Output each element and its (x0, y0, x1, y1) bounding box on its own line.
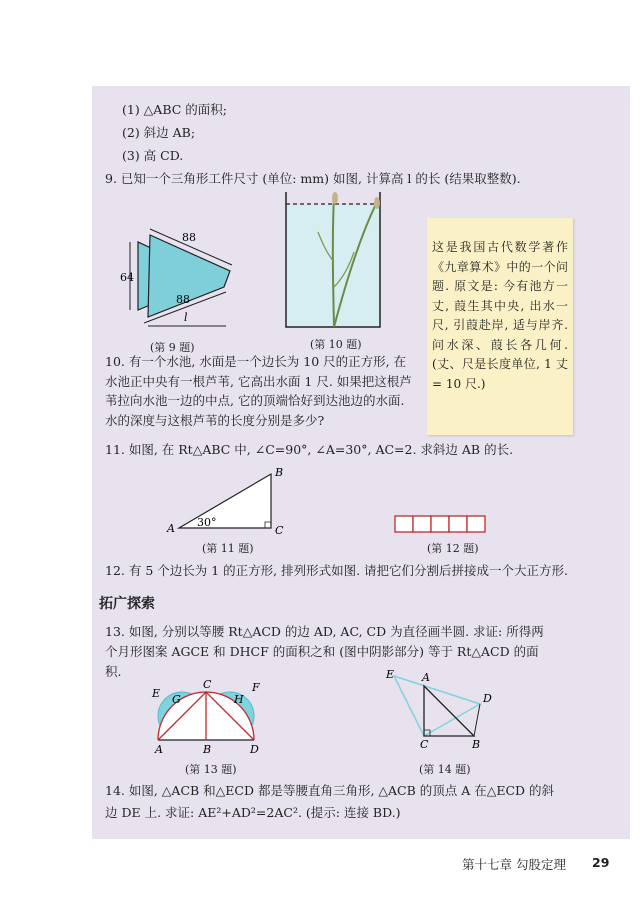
fig9-label-bottom: 88 (176, 293, 190, 306)
q12-text: 12. 有 5 个边长为 1 的正方形, 排列形式如图. 请把它们分割后拼接成一个大正方形. (105, 563, 569, 578)
fig13-label-E: E (152, 687, 161, 700)
q10-text: 10. 有一个水池, 水面是一个边长为 10 尺的正方形, 在水池正中央有一根芦苇, 它高出水面 1 尺. 如果把这根芦苇拉向水池一边的中点, 它的顶端恰好到达池边的水面. 水的深度与这根芦苇的长度分别是多少? (105, 354, 412, 428)
figure-13 (150, 675, 270, 755)
fig13-caption: (第 13 题) (185, 763, 237, 776)
footer-chapter: 第十七章 勾股定理 (462, 857, 566, 872)
figure-11 (165, 466, 285, 536)
q11-text: 11. 如图, 在 Rt△ABC 中, ∠C=90°, ∠A=30°, AC=2. 求斜边 AB 的长. (105, 442, 514, 457)
section-heading: 拓广探索 (99, 596, 155, 612)
fig11-triangle (179, 474, 271, 528)
q13-text: 13. 如图, 分别以等腰 Rt△ACD 的边 AD, AC, CD 为直径画半圆. 求证: 所得两个月形图案 AGCE 和 DHCF 的面积之和 (图中阴影部分) 等于 Rt△ACD 的面积. (105, 624, 544, 679)
fig10-caption: (第 10 题) (310, 338, 362, 351)
q8-item-3: (3) 高 CD. (122, 148, 184, 163)
fig13-label-C: C (203, 678, 212, 691)
q8-item-2: (2) 斜边 AB; (122, 125, 196, 140)
fig14-caption: (第 14 题) (419, 763, 471, 776)
fig12-square-5 (467, 516, 485, 532)
q9-text: 9. 已知一个三角形工件尺寸 (单位: mm) 如图, 计算高 l 的长 (结果取整数). (105, 171, 521, 186)
figure-9 (120, 225, 250, 335)
fig13-label-G: G (172, 693, 181, 706)
fig11-label-B: B (275, 466, 284, 479)
fig12-square-1 (395, 516, 413, 532)
fig11-caption: (第 11 题) (202, 542, 254, 555)
fig11-label-C: C (275, 524, 284, 537)
fig13-label-F: F (252, 681, 260, 694)
fig14-label-E: E (386, 668, 395, 681)
fig13-label-B: B (203, 743, 212, 756)
fig14-label-B: B (472, 738, 481, 751)
fig14-label-D: D (483, 692, 492, 705)
fig14-label-A: A (422, 671, 430, 684)
fig12-square-2 (413, 516, 431, 532)
fig11-angle: 30° (197, 516, 217, 529)
fig13-label-A: A (155, 743, 163, 756)
note-text: 这是我国古代数学著作《九章算术》中的一个问题. 原文是: 今有池方一丈, 葭生其中央, 出水一尺, 引葭赴岸, 适与岸齐. 问水深、葭长各几何. (丈、尺是长度单位, 1 丈 = 10 尺.) (432, 240, 568, 391)
figure-14 (386, 668, 496, 750)
figure-10 (278, 192, 388, 332)
fig13-label-D: D (250, 743, 259, 756)
fig14-triangle-ECD (394, 676, 480, 736)
fig11-label-A: A (167, 522, 175, 535)
fig9-label-l: l (184, 311, 188, 324)
fig14-label-C: C (420, 738, 429, 751)
fig12-square-4 (449, 516, 467, 532)
fig9-label-left: 64 (120, 271, 134, 284)
fig13-label-H: H (234, 693, 244, 706)
fig12-square-3 (431, 516, 449, 532)
q14-text: 14. 如图, △ACB 和△ECD 都是等腰直角三角形, △ACB 的顶点 A 在△ECD 的斜边 DE 上. 求证: AE²+AD²=2AC². (提示: 连接 BD.) (105, 783, 555, 820)
fig14-segment-BD (474, 704, 480, 736)
fig9-caption: (第 9 题) (150, 341, 195, 354)
fig10-reed-tip-bent (374, 197, 380, 209)
fig12-caption: (第 12 题) (427, 542, 479, 555)
page-number: 29 (592, 855, 610, 870)
fig10-reed-tip (332, 192, 338, 204)
fig9-label-top: 88 (182, 231, 196, 244)
q8-item-1: (1) △ABC 的面积; (122, 102, 227, 117)
figure-12 (394, 515, 494, 535)
